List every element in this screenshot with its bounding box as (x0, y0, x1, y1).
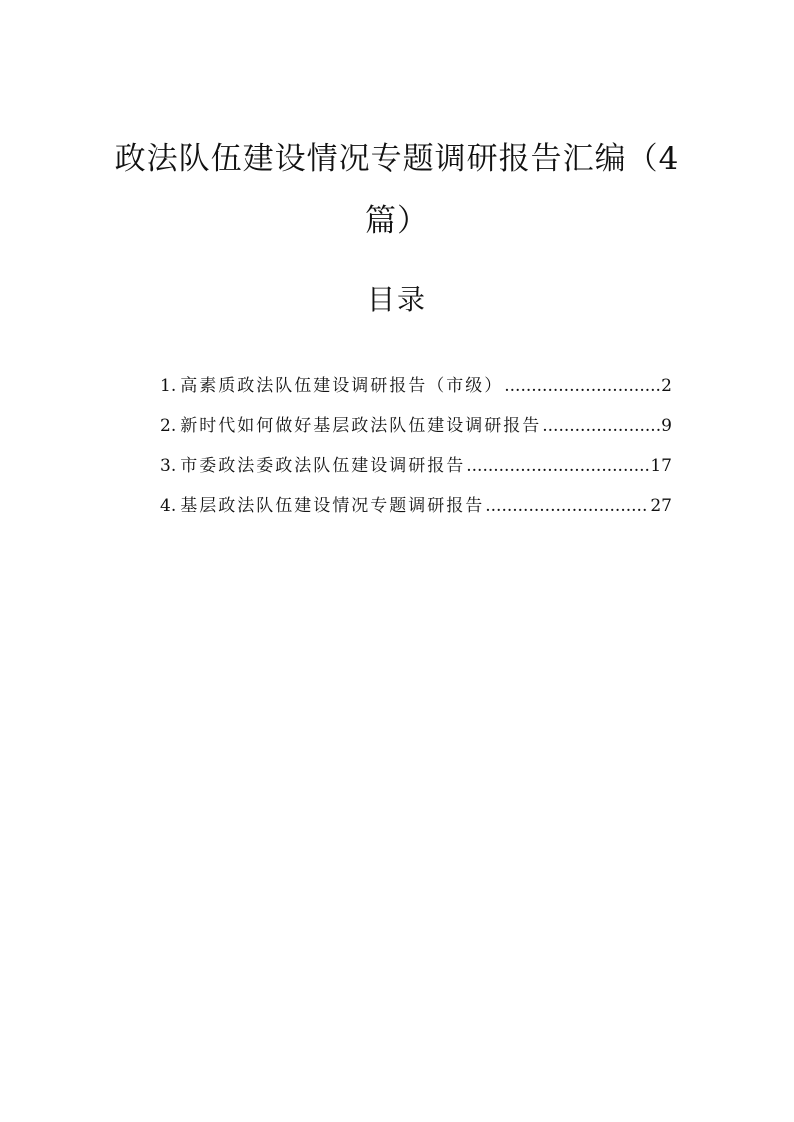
toc-dot-leader (542, 406, 660, 446)
toc-entry-page: 27 (650, 496, 672, 516)
toc-entry[interactable] (160, 486, 672, 526)
toc-dot-leader (466, 446, 649, 486)
toc-entry[interactable] (160, 446, 672, 486)
toc-entry[interactable] (160, 366, 672, 406)
toc-entry-number: 3. (160, 456, 177, 476)
toc-entry-number: 2. (160, 416, 177, 436)
toc-heading: 目录 (366, 283, 427, 316)
toc-entry-page: 9 (661, 416, 672, 436)
toc-entry-title: 基层政法队伍建设情况专题调研报告 (180, 496, 485, 516)
toc-entry[interactable] (160, 406, 672, 446)
table-of-contents (160, 366, 672, 526)
toc-entry-page: 2 (661, 376, 672, 396)
toc-entry-number: 4. (160, 496, 177, 516)
toc-entry-title: 高素质政法队伍建设调研报告（市级） (180, 376, 504, 396)
toc-entry-number: 1. (160, 376, 177, 396)
toc-entry-page: 17 (650, 456, 672, 476)
toc-entry-title: 新时代如何做好基层政法队伍建设调研报告 (180, 416, 542, 436)
toc-dot-leader (485, 486, 649, 526)
toc-entry-title: 市委政法委政法队伍建设调研报告 (180, 456, 466, 476)
document-title: 政法队伍建设情况专题调研报告汇编（4篇） (114, 141, 680, 239)
toc-dot-leader (504, 366, 660, 406)
